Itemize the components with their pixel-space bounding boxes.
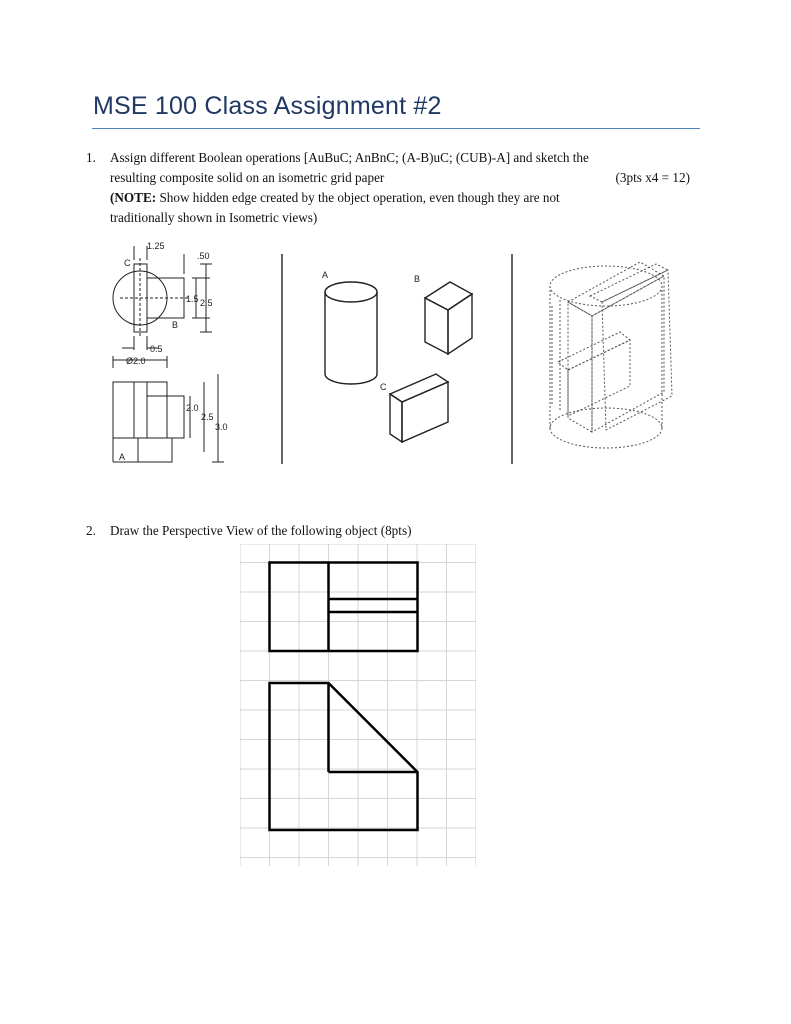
question-1-line-1: Assign different Boolean operations [AuBuC; AnBnC; (A-B)uC; (CUB)-A] and sketch the: [110, 150, 589, 165]
dim-30: 3.0: [215, 422, 228, 432]
dim-diameter: Ø2.0: [126, 356, 146, 366]
composite-solid: [550, 262, 672, 448]
question-1-line-4: traditionally shown in Isometric views): [110, 210, 318, 225]
question-1-line-2-text: resulting composite solid on an isometric grid paper: [110, 170, 385, 185]
cylinder-a: [325, 282, 377, 384]
top-view-outline: [270, 563, 418, 652]
question-1-note: [110, 188, 698, 208]
label-front-a: A: [119, 452, 126, 462]
front-view: [113, 356, 224, 462]
title-underline: [92, 128, 700, 129]
dim-125: 1.25: [147, 241, 165, 251]
front-view-outline: [270, 683, 418, 830]
dim-25b: 2.5: [201, 412, 214, 422]
boolean-figure: [100, 236, 700, 468]
note-text: Show hidden edge created by the object operation, even though they are not: [156, 190, 560, 205]
dim-05: 0.5: [150, 344, 163, 354]
question-2-number: 2.: [86, 523, 96, 538]
dim-050: .50: [197, 251, 210, 261]
question-1-number: 1.: [86, 150, 96, 165]
perspective-figure: [240, 544, 476, 868]
note-label: (NOTE:: [110, 190, 157, 205]
dim-25: 2.5: [200, 298, 213, 308]
question-1-line-2: [110, 168, 698, 188]
question-2-text: Draw the Perspective View of the following object (8pts): [110, 523, 412, 538]
question-1-points: (3pts x4 = 12): [615, 170, 690, 185]
label-top-c: C: [124, 258, 131, 268]
label-solid-a: A: [322, 270, 329, 280]
dim-20: 2.0: [186, 403, 199, 413]
label-solid-b: B: [414, 274, 421, 284]
grid: [240, 544, 476, 866]
label-top-b: B: [172, 320, 179, 330]
label-solid-c: C: [380, 382, 387, 392]
dim-15: 1.5: [186, 294, 199, 304]
question-1: [86, 148, 700, 228]
plate-c: [390, 374, 448, 442]
block-b: [425, 282, 472, 354]
page-title: MSE 100 Class Assignment #2: [93, 92, 442, 120]
question-2: [86, 521, 700, 543]
question-1-body: [110, 148, 698, 228]
